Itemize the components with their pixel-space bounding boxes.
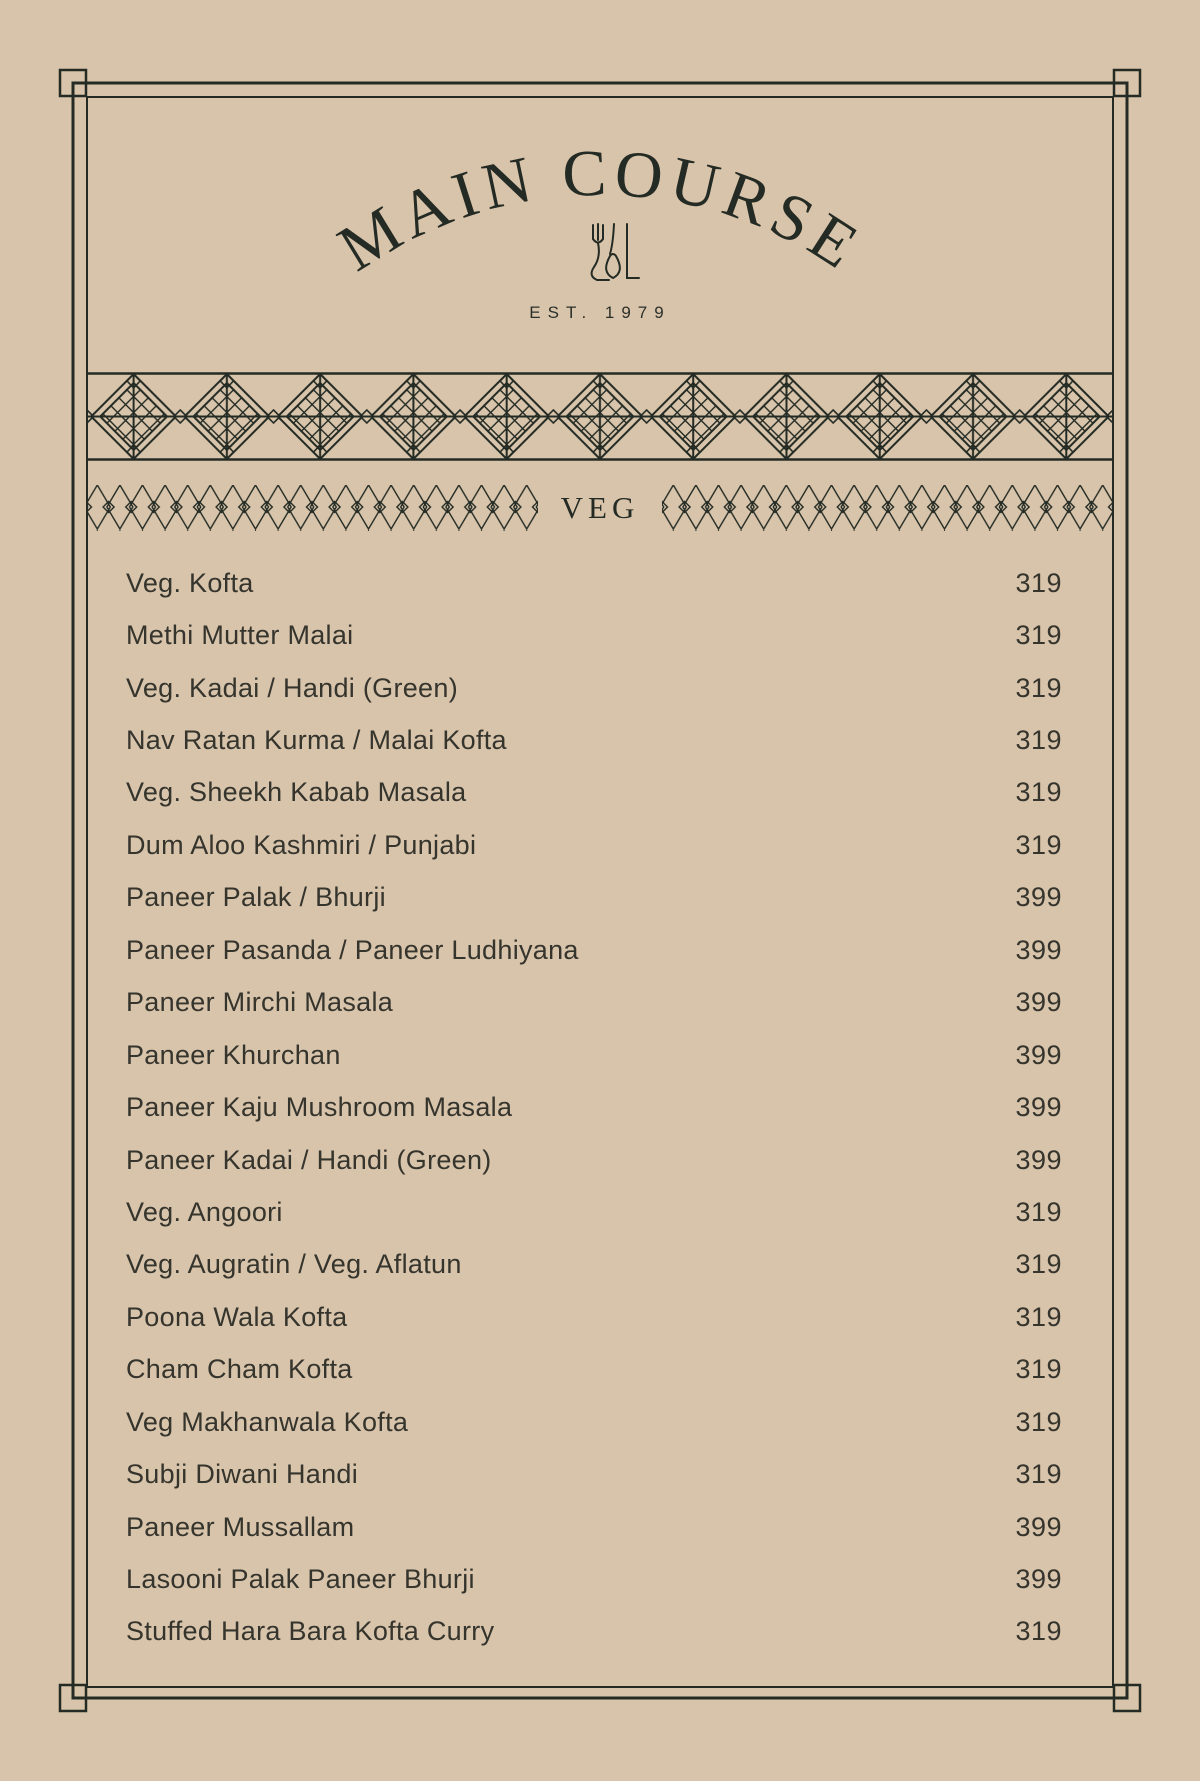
menu-item-name: Paneer Khurchan bbox=[126, 1039, 341, 1070]
menu-item-row bbox=[126, 1081, 1062, 1133]
menu-item-price: 399 bbox=[1015, 1564, 1062, 1595]
menu-item-row bbox=[126, 1396, 1062, 1448]
menu-item-name: Nav Ratan Kurma / Malai Kofta bbox=[126, 725, 507, 756]
menu-item-price: 319 bbox=[1015, 1616, 1062, 1647]
menu-item-row bbox=[126, 1134, 1062, 1186]
menu-item-name: Veg. Angoori bbox=[126, 1196, 283, 1227]
menu-item-price: 319 bbox=[1015, 1406, 1062, 1437]
menu-item-name: Methi Mutter Malai bbox=[126, 620, 354, 651]
menu-item-name: Poona Wala Kofta bbox=[126, 1301, 348, 1332]
menu-item-name: Stuffed Hara Bara Kofta Curry bbox=[126, 1616, 495, 1647]
page-title-text: MAIN COURSE bbox=[326, 136, 875, 286]
menu-item-name: Paneer Palak / Bhurji bbox=[126, 882, 386, 913]
menu-item-name: Veg. Kofta bbox=[126, 567, 254, 598]
menu-item-price: 319 bbox=[1015, 1196, 1062, 1227]
section-title: VEG bbox=[560, 490, 640, 525]
menu-item-name: Paneer Kaju Mushroom Masala bbox=[126, 1092, 513, 1123]
menu-item-name: Paneer Mirchi Masala bbox=[126, 987, 394, 1018]
menu-item-row bbox=[126, 1291, 1062, 1343]
menu-item-price: 399 bbox=[1015, 1511, 1062, 1542]
menu-item-name: Paneer Mussallam bbox=[126, 1511, 355, 1542]
menu-item-row bbox=[126, 1448, 1062, 1500]
menu-item-price: 319 bbox=[1015, 1459, 1062, 1490]
menu-item-price: 319 bbox=[1015, 829, 1062, 860]
menu-item-price: 399 bbox=[1015, 1092, 1062, 1123]
menu-item-price: 399 bbox=[1015, 1039, 1062, 1070]
menu-item-row bbox=[126, 1186, 1062, 1238]
menu-item-row bbox=[126, 872, 1062, 924]
veg-section-divider bbox=[0, 484, 1200, 532]
established-label: EST. 1979 bbox=[529, 303, 671, 322]
menu-item-name: Subji Diwani Handi bbox=[126, 1459, 359, 1490]
menu-item-price: 399 bbox=[1015, 987, 1062, 1018]
menu-item-price: 319 bbox=[1015, 620, 1062, 651]
menu-item-row bbox=[126, 662, 1062, 714]
menu-item-price: 319 bbox=[1015, 1301, 1062, 1332]
menu-item-row bbox=[126, 819, 1062, 871]
menu-item-price: 319 bbox=[1015, 725, 1062, 756]
menu-item-row bbox=[126, 924, 1062, 976]
fork-spoon-icon bbox=[565, 222, 645, 294]
menu-item-row bbox=[126, 1239, 1062, 1291]
menu-item-row bbox=[126, 1553, 1062, 1605]
menu-item-name: Cham Cham Kofta bbox=[126, 1354, 353, 1385]
menu-item-name: Veg. Kadai / Handi (Green) bbox=[126, 672, 458, 703]
menu-item-row bbox=[126, 977, 1062, 1029]
menu-item-price: 319 bbox=[1015, 1354, 1062, 1385]
menu-item-price: 399 bbox=[1015, 882, 1062, 913]
menu-item-name: Dum Aloo Kashmiri / Punjabi bbox=[126, 829, 477, 860]
menu-item-row bbox=[126, 714, 1062, 766]
ornament-band bbox=[87, 372, 1113, 461]
menu-item-row bbox=[126, 1606, 1062, 1658]
menu-item-row bbox=[126, 609, 1062, 661]
menu-item-name: Veg Makhanwala Kofta bbox=[126, 1406, 409, 1437]
menu-list bbox=[126, 557, 1062, 1658]
menu-item-price: 319 bbox=[1015, 777, 1062, 808]
menu-item-row bbox=[126, 1501, 1062, 1553]
menu-item-row bbox=[126, 767, 1062, 819]
menu-item-price: 399 bbox=[1015, 1144, 1062, 1175]
menu-item-row bbox=[126, 1344, 1062, 1396]
menu-item-row bbox=[126, 557, 1062, 609]
menu-item-name: Paneer Pasanda / Paneer Ludhiyana bbox=[126, 934, 579, 965]
menu-item-price: 399 bbox=[1015, 934, 1062, 965]
menu-item-price: 319 bbox=[1015, 567, 1062, 598]
menu-item-name: Lasooni Palak Paneer Bhurji bbox=[126, 1564, 475, 1595]
menu-item-name: Paneer Kadai / Handi (Green) bbox=[126, 1144, 492, 1175]
menu-item-price: 319 bbox=[1015, 1249, 1062, 1280]
menu-item-row bbox=[126, 1029, 1062, 1081]
menu-item-name: Veg. Augratin / Veg. Aflatun bbox=[126, 1249, 462, 1280]
menu-item-name: Veg. Sheekh Kabab Masala bbox=[126, 777, 467, 808]
menu-item-price: 319 bbox=[1015, 672, 1062, 703]
